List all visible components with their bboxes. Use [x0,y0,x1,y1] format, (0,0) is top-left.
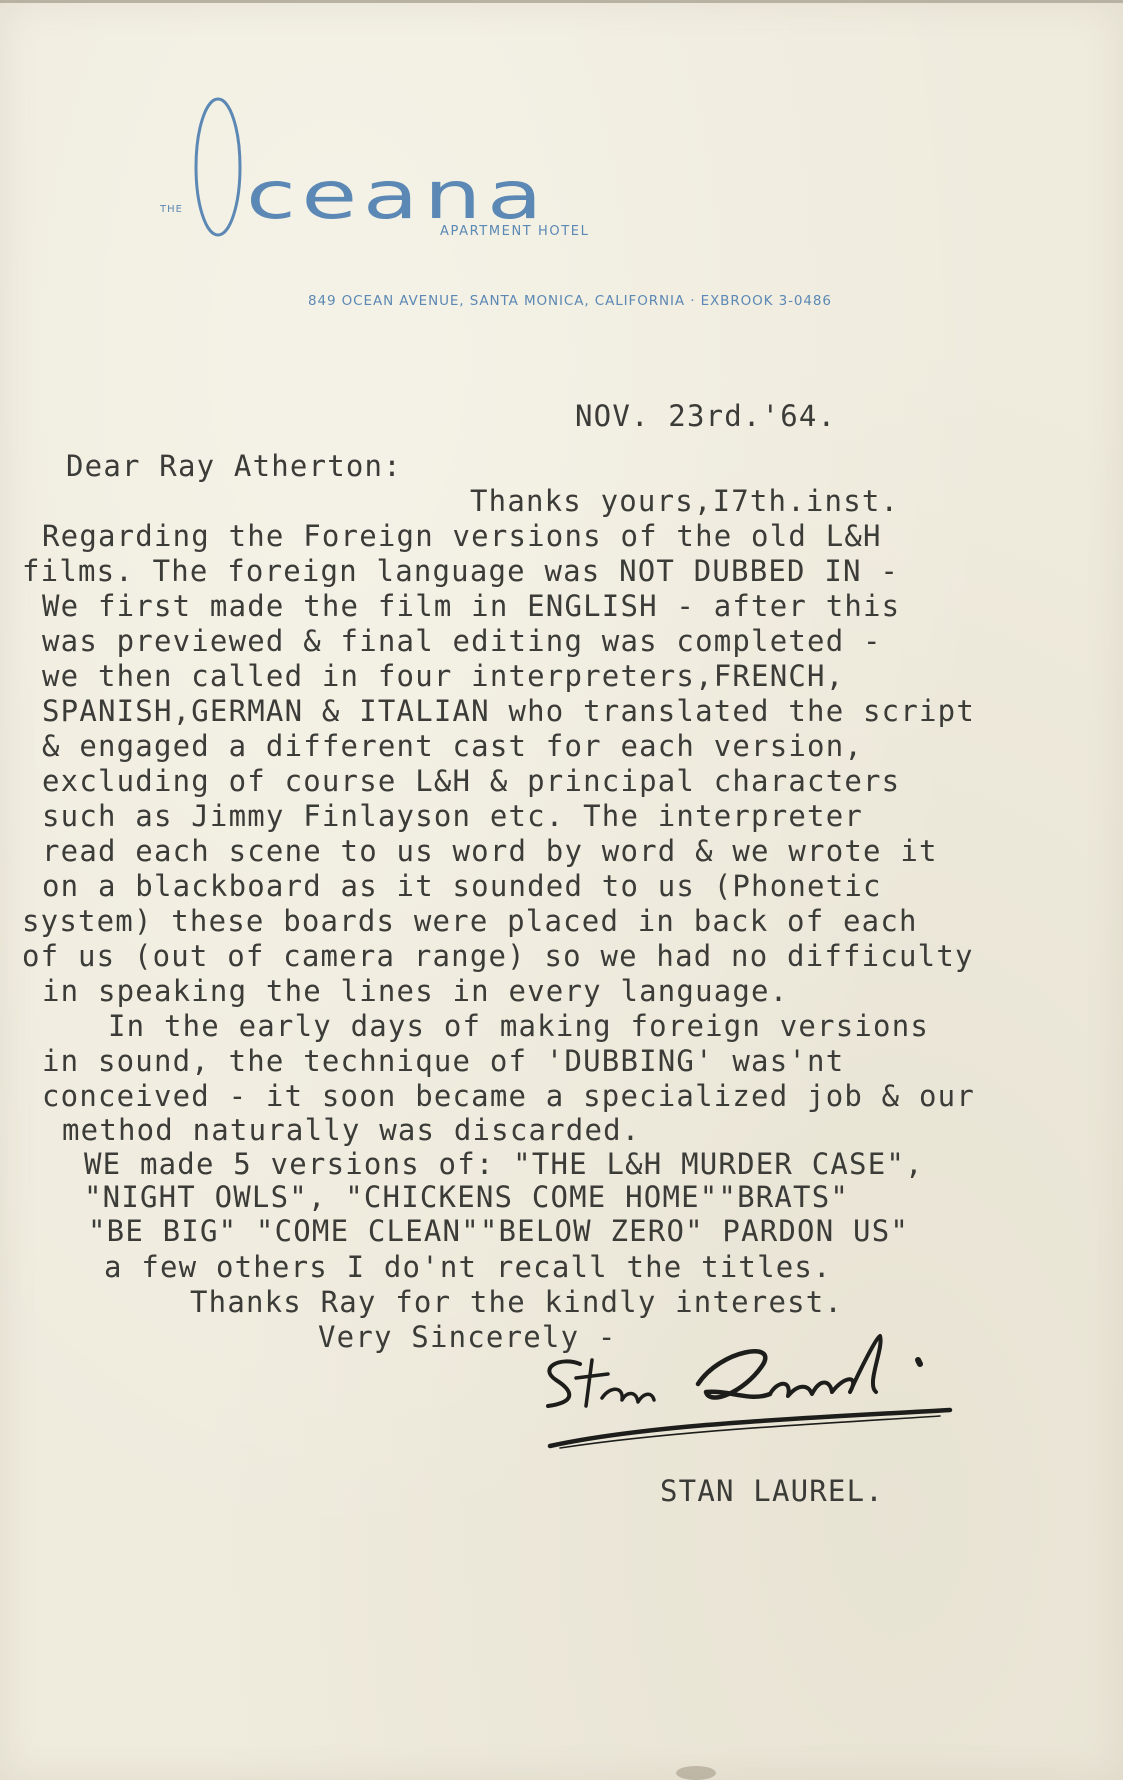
body-line: in sound, the technique of 'DUBBING' was'nt [42,1044,845,1078]
body-line: was previewed & final editing was completed - [42,624,882,658]
body-line: a few others I do'nt recall the titles. [104,1250,832,1284]
body-line: conceived - it soon became a specialized job & our [42,1079,975,1113]
body-line: Regarding the Foreign versions of the old L&H [42,519,882,553]
body-line: we then called in four interpreters,FRENCH, [42,659,845,693]
body-line: read each scene to us word by word & we wrote it [42,834,938,868]
body-line: method naturally was discarded. [62,1113,641,1147]
logo-subtitle: APARTMENT HOTEL [440,224,590,239]
logo-prefix: THE [160,204,183,215]
body-line: films. The foreign language was NOT DUBBED IN - [22,554,899,588]
body-line: in speaking the lines in every language. [42,974,789,1008]
salutation: Dear Ray Atherton: [66,449,402,483]
body-line: "NIGHT OWLS", "CHICKENS COME HOME""BRATS" [84,1180,850,1214]
body-line: such as Jimmy Finlayson etc. The interpreter [42,799,864,833]
logo-name: ceana [246,157,548,234]
body-line: system) these boards were placed in back of each [22,904,918,938]
paper-smudge [676,1766,716,1780]
hotel-address: 849 OCEAN AVENUE, SANTA MONICA, CALIFORNIA · EXBROOK 3-0486 [308,293,832,309]
body-line: "BE BIG" "COME CLEAN""BELOW ZERO" PARDON US" [88,1214,910,1248]
body-line: on a blackboard as it sounded to us (Phonetic [42,869,882,903]
signature [530,1320,990,1460]
letter-date: NOV. 23rd.'64. [575,399,837,433]
body-line: & engaged a different cast for each version, [42,729,864,763]
body-line: Thanks yours,I7th.inst. [470,484,900,518]
body-line: excluding of course L&H & principal characters [42,764,901,798]
typed-name: STAN LAUREL. [660,1474,884,1508]
body-line: In the early days of making foreign versions [108,1009,930,1043]
body-line: of us (out of camera range) so we had no difficulty [22,939,974,973]
body-line: WE made 5 versions of: "THE L&H MURDER CASE", [84,1147,924,1181]
body-line: We first made the film in ENGLISH - after this [42,589,901,623]
body-line: Thanks Ray for the kindly interest. [190,1285,844,1319]
closing: Very Sincerely - [318,1320,617,1354]
body-line: SPANISH,GERMAN & ITALIAN who translated the script [42,694,975,728]
